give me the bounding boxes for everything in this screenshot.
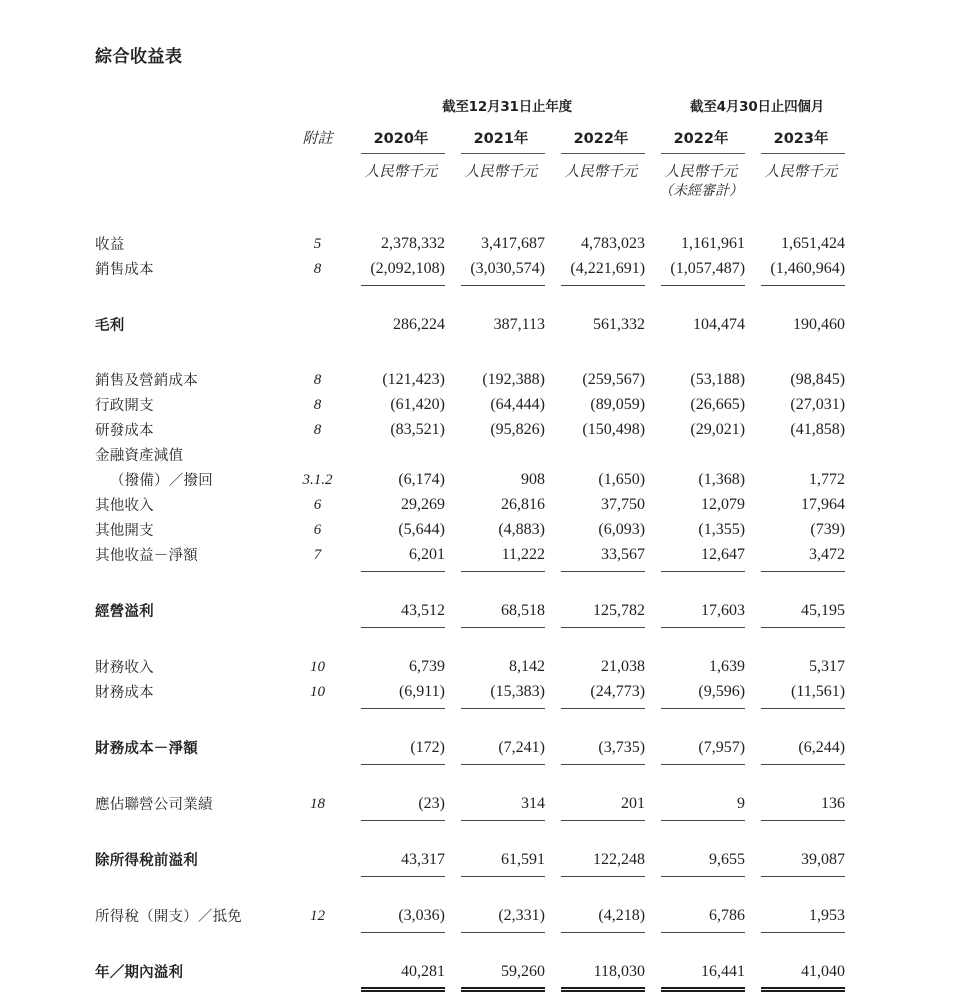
row-note: 10 <box>310 659 325 676</box>
row-value: (3,735) <box>598 739 646 757</box>
note-column-header: 附註 <box>302 131 333 147</box>
row-label: 毛利 <box>95 317 125 334</box>
row-value: (24,773) <box>590 683 646 701</box>
row-value: 1,639 <box>709 658 746 676</box>
spacer-cell <box>95 821 857 843</box>
row-label: 所得稅（開支）／抵免 <box>95 908 242 925</box>
row-value: 3,417,687 <box>481 235 545 253</box>
row-value: 11,222 <box>501 546 545 564</box>
currency-header-row <box>95 154 857 201</box>
subtotal-rule <box>457 700 557 709</box>
spacer-row <box>95 286 857 308</box>
spacer-row <box>95 933 857 955</box>
currency-unit: 人民幣千元 <box>564 164 638 180</box>
row-value: (4,221,691) <box>570 260 646 278</box>
table-row <box>95 488 857 513</box>
row-value: 6,739 <box>409 658 445 676</box>
row-note <box>288 843 357 868</box>
row-label: 銷售及營銷成本 <box>95 372 198 389</box>
row-value: 9,655 <box>709 851 746 869</box>
row-value: (172) <box>410 739 445 757</box>
subtotal-rule <box>657 619 757 628</box>
subtotal-rule <box>557 563 657 572</box>
period-header-2022: 2022年 <box>573 131 629 147</box>
subtotal-rule <box>557 868 657 877</box>
spacer-cell <box>95 765 857 787</box>
subtotal-rule-row <box>95 812 857 821</box>
subtotal-rule <box>557 756 657 765</box>
row-value: (4,218) <box>598 907 646 925</box>
row-value: (6,093) <box>598 521 646 539</box>
row-value: 104,474 <box>693 316 746 334</box>
row-value: 387,113 <box>493 316 545 334</box>
spacer-cell <box>95 628 857 650</box>
spacer-row <box>95 821 857 843</box>
spacer-cell <box>95 154 288 201</box>
subtotal-rule <box>557 924 657 933</box>
period-header-row <box>95 120 857 153</box>
table-row <box>95 594 857 619</box>
period-header-2022-fourmonth: 2022年 <box>673 131 729 147</box>
row-value: 45,195 <box>801 602 846 620</box>
spacer-row <box>95 765 857 787</box>
group-header-four-months: 截至4月30日止四個月 <box>690 99 825 115</box>
subtotal-rule <box>657 756 757 765</box>
spacer-cell <box>95 619 288 628</box>
row-label: 財務收入 <box>95 659 154 676</box>
row-value: 136 <box>821 795 846 813</box>
row-value: 37,750 <box>601 496 646 514</box>
table-row <box>95 787 857 812</box>
spacer-cell <box>288 756 357 765</box>
spacer-cell <box>95 924 288 933</box>
row-value <box>757 438 857 463</box>
row-value: (64,444) <box>490 396 545 414</box>
row-value: 5,317 <box>809 658 846 676</box>
subtotal-rule <box>557 619 657 628</box>
row-value: (95,826) <box>490 421 545 439</box>
row-value: 1,772 <box>809 471 846 489</box>
subtotal-rule <box>457 924 557 933</box>
row-value: (27,031) <box>790 396 846 414</box>
spacer-cell <box>288 700 357 709</box>
currency-header-2023-fourmonth <box>757 154 857 201</box>
page-title: 綜合收益表 <box>95 47 183 67</box>
row-value: 59,260 <box>501 963 545 981</box>
row-value: 6,201 <box>409 546 445 564</box>
subtotal-rule <box>357 700 457 709</box>
row-value: (6,911) <box>398 683 445 701</box>
row-value: 3,472 <box>809 546 846 564</box>
row-value: 201 <box>621 795 646 813</box>
row-value: (150,498) <box>582 421 646 439</box>
subtotal-rule <box>357 277 457 286</box>
subtotal-rule <box>657 700 757 709</box>
row-value: (11,561) <box>790 683 846 701</box>
row-value: (1,057,487) <box>670 260 746 278</box>
spacer-cell <box>95 201 857 227</box>
row-note: 10 <box>310 684 325 701</box>
table-row <box>95 227 857 252</box>
grand-total-rule <box>457 980 557 992</box>
spacer-cell <box>95 933 857 955</box>
row-note: 6 <box>313 497 322 514</box>
period-header-2023-fourmonth: 2023年 <box>773 131 829 147</box>
spacer-cell <box>95 980 288 992</box>
row-label: 收益 <box>95 236 125 253</box>
row-value: 8,142 <box>509 658 545 676</box>
period-header-2021: 2021年 <box>473 131 529 147</box>
spacer-cell <box>95 572 857 594</box>
subtotal-rule-row <box>95 700 857 709</box>
table-row <box>95 308 857 333</box>
row-value: (739) <box>810 521 846 539</box>
row-value: 40,281 <box>401 963 445 981</box>
row-value: (6,174) <box>398 471 445 489</box>
currency-header-2021 <box>457 154 557 201</box>
subtotal-rule <box>357 812 457 821</box>
row-value: 122,248 <box>593 851 646 869</box>
row-value: (2,092,108) <box>370 260 445 278</box>
row-value: 12,079 <box>701 496 746 514</box>
currency-unit: 人民幣千元 <box>664 164 738 180</box>
table-row <box>95 843 857 868</box>
spacer-cell <box>95 700 288 709</box>
currency-unit: 人民幣千元 <box>364 164 438 180</box>
row-value <box>557 438 657 463</box>
row-value: 26,816 <box>501 496 545 514</box>
row-value: (83,521) <box>390 421 445 439</box>
spacer-cell <box>95 333 857 363</box>
header-gap-row <box>95 201 857 227</box>
row-value: (4,883) <box>498 521 545 539</box>
subtotal-rule-row <box>95 563 857 572</box>
subtotal-rule <box>657 868 757 877</box>
row-value: 43,512 <box>401 602 445 620</box>
subtotal-rule <box>357 619 457 628</box>
subtotal-rule <box>357 756 457 765</box>
table-row <box>95 388 857 413</box>
row-value: 2,378,332 <box>381 235 445 253</box>
row-value: 190,460 <box>793 316 846 334</box>
subtotal-rule-row <box>95 277 857 286</box>
row-value: (3,030,574) <box>470 260 545 278</box>
period-header-2020: 2020年 <box>373 131 429 147</box>
row-label: 財務成本－淨額 <box>95 740 198 757</box>
table-row <box>95 363 857 388</box>
row-value: 16,441 <box>701 963 746 981</box>
subtotal-rule <box>657 924 757 933</box>
row-value: (3,036) <box>398 907 445 925</box>
subtotal-rule <box>757 277 857 286</box>
row-value: (53,188) <box>690 371 746 389</box>
row-note: 5 <box>313 236 322 253</box>
row-value: 17,603 <box>701 602 746 620</box>
row-value: (23) <box>418 795 445 813</box>
row-label: 應佔聯營公司業績 <box>95 796 213 813</box>
subtotal-rule <box>757 700 857 709</box>
spacer-cell <box>288 154 357 201</box>
row-value: (1,368) <box>698 471 746 489</box>
row-value: 1,651,424 <box>781 235 846 253</box>
row-label: 財務成本 <box>95 684 154 701</box>
row-value: (5,644) <box>398 521 445 539</box>
table-row <box>95 413 857 438</box>
grand-total-rule <box>757 980 857 992</box>
row-value: (7,957) <box>698 739 746 757</box>
row-value <box>657 438 757 463</box>
row-value: 41,040 <box>801 963 846 981</box>
row-note: 8 <box>313 422 322 439</box>
subtotal-rule-row <box>95 756 857 765</box>
subtotal-rule <box>357 563 457 572</box>
row-note <box>288 731 357 756</box>
row-value: (1,460,964) <box>770 260 846 278</box>
spacer-cell <box>288 563 357 572</box>
subtotal-rule-row <box>95 924 857 933</box>
row-value: (121,423) <box>382 371 445 389</box>
row-label: （撥備）／撥回 <box>110 472 213 489</box>
spacer-cell <box>95 95 288 119</box>
row-note: 7 <box>313 547 322 564</box>
subtotal-rule <box>657 277 757 286</box>
row-value: 17,964 <box>801 496 846 514</box>
spacer-cell <box>95 563 288 572</box>
subtotal-rule <box>457 563 557 572</box>
spacer-cell <box>95 812 288 821</box>
table-header <box>95 95 857 227</box>
subtotal-rule <box>457 812 557 821</box>
row-value: 6,786 <box>709 907 746 925</box>
row-value: (6,244) <box>798 739 846 757</box>
currency-subnote-unaudited: （未經審計） <box>659 183 744 199</box>
row-note <box>288 594 357 619</box>
row-label: 經營溢利 <box>95 603 154 620</box>
row-note: 6 <box>313 522 322 539</box>
subtotal-rule-row <box>95 619 857 628</box>
row-value: (192,388) <box>482 371 545 389</box>
row-value: 9 <box>737 795 746 813</box>
subtotal-rule <box>757 563 857 572</box>
row-label: 其他收益－淨額 <box>95 547 198 564</box>
row-label: 金融資產減值 <box>95 447 184 464</box>
subtotal-rule <box>557 700 657 709</box>
row-note <box>288 955 357 980</box>
group-header-years: 截至12月31日止年度 <box>442 99 572 115</box>
row-value: 286,224 <box>393 316 445 334</box>
row-note: 8 <box>313 261 322 278</box>
row-label: 研發成本 <box>95 422 154 439</box>
row-value: 61,591 <box>501 851 545 869</box>
row-value: (2,331) <box>498 907 545 925</box>
grand-total-rule-row <box>95 980 857 992</box>
table-row <box>95 675 857 700</box>
row-label: 除所得稅前溢利 <box>95 852 198 869</box>
spacer-cell <box>288 980 357 992</box>
subtotal-rule <box>757 619 857 628</box>
currency-header-2022-fourmonth <box>657 154 757 201</box>
row-value: 314 <box>521 795 545 813</box>
currency-header-2022 <box>557 154 657 201</box>
row-value: 4,783,023 <box>581 235 646 253</box>
row-note: 8 <box>313 397 322 414</box>
subtotal-rule <box>357 868 457 877</box>
row-value: 68,518 <box>501 602 545 620</box>
subtotal-rule <box>557 812 657 821</box>
subtotal-rule <box>657 563 757 572</box>
spacer-cell <box>288 619 357 628</box>
row-label: 其他開支 <box>95 522 154 539</box>
row-value: (61,420) <box>390 396 445 414</box>
spacer-cell <box>95 868 288 877</box>
row-note: 12 <box>310 908 325 925</box>
table-row <box>95 955 857 980</box>
row-value: 1,161,961 <box>681 235 746 253</box>
spacer-cell <box>95 286 857 308</box>
table-row <box>95 252 857 277</box>
spacer-row <box>95 333 857 363</box>
subtotal-rule-row <box>95 868 857 877</box>
subtotal-rule <box>757 756 857 765</box>
table-row <box>95 438 857 463</box>
row-value: (1,355) <box>698 521 746 539</box>
table-row <box>95 650 857 675</box>
row-value: 1,953 <box>809 907 846 925</box>
row-value: (15,383) <box>490 683 545 701</box>
row-value: (7,241) <box>498 739 545 757</box>
row-note: 3.1.2 <box>302 472 333 489</box>
spacer-row <box>95 877 857 899</box>
spacer-cell <box>95 120 288 153</box>
subtotal-rule <box>457 868 557 877</box>
row-value: (9,596) <box>698 683 746 701</box>
subtotal-rule <box>457 619 557 628</box>
row-note: 18 <box>310 796 325 813</box>
row-label: 行政開支 <box>95 397 154 414</box>
grand-total-rule <box>357 980 457 992</box>
spacer-cell <box>288 95 357 119</box>
row-value: 12,647 <box>701 546 746 564</box>
subtotal-rule <box>357 924 457 933</box>
subtotal-rule <box>757 812 857 821</box>
row-value: 561,332 <box>593 316 646 334</box>
spacer-cell <box>95 277 288 286</box>
row-value: (1,650) <box>598 471 646 489</box>
row-value: 33,567 <box>601 546 646 564</box>
row-note <box>288 308 357 333</box>
row-label: 年／期內溢利 <box>95 964 184 981</box>
group-header-row <box>95 95 857 119</box>
table-row <box>95 513 857 538</box>
currency-header-2020 <box>357 154 457 201</box>
row-value <box>357 438 457 463</box>
subtotal-rule <box>557 277 657 286</box>
row-value: 29,269 <box>401 496 445 514</box>
subtotal-rule <box>457 277 557 286</box>
spacer-cell <box>288 868 357 877</box>
currency-unit: 人民幣千元 <box>764 164 838 180</box>
table-row <box>95 538 857 563</box>
subtotal-rule <box>657 812 757 821</box>
row-value <box>457 438 557 463</box>
grand-total-rule <box>657 980 757 992</box>
spacer-cell <box>288 277 357 286</box>
spacer-cell <box>95 877 857 899</box>
spacer-cell <box>288 924 357 933</box>
row-value: 39,087 <box>801 851 846 869</box>
row-value: 908 <box>521 471 545 489</box>
spacer-row <box>95 628 857 650</box>
row-value: (29,021) <box>690 421 746 439</box>
subtotal-rule <box>757 868 857 877</box>
row-note: 8 <box>313 372 322 389</box>
row-label: 銷售成本 <box>95 261 154 278</box>
row-value: 21,038 <box>601 658 646 676</box>
currency-unit: 人民幣千元 <box>464 164 538 180</box>
spacer-row <box>95 572 857 594</box>
grand-total-rule <box>557 980 657 992</box>
row-label: 其他收入 <box>95 497 154 514</box>
spacer-row <box>95 709 857 731</box>
row-note <box>288 438 357 463</box>
table-row <box>95 463 857 488</box>
row-value: 43,317 <box>401 851 445 869</box>
table-body <box>95 227 857 992</box>
row-value: 125,782 <box>593 602 646 620</box>
consolidated-income-statement-table <box>95 95 857 992</box>
table-row <box>95 731 857 756</box>
row-value: (26,665) <box>690 396 746 414</box>
subtotal-rule <box>457 756 557 765</box>
row-value: (98,845) <box>790 371 846 389</box>
table-row <box>95 899 857 924</box>
spacer-cell <box>95 709 857 731</box>
row-value: (259,567) <box>582 371 646 389</box>
spacer-cell <box>95 756 288 765</box>
row-value: (41,858) <box>790 421 846 439</box>
spacer-cell <box>288 812 357 821</box>
subtotal-rule <box>757 924 857 933</box>
row-value: (89,059) <box>590 396 646 414</box>
row-value: 118,030 <box>593 963 646 981</box>
